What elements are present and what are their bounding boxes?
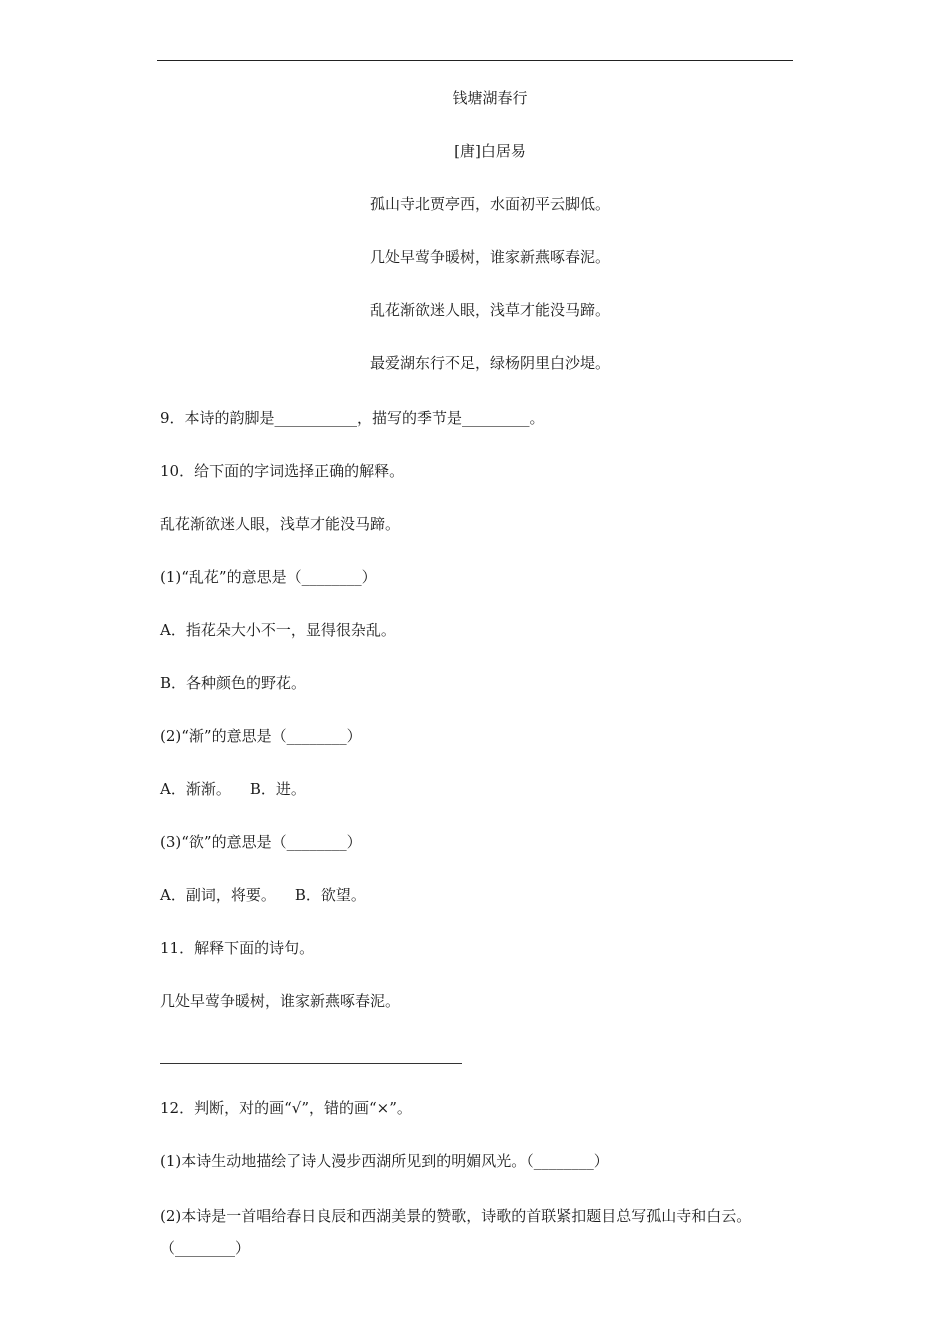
poem-line-1: 孤山寺北贾亭西，水面初平云脚低。	[369, 195, 610, 213]
question-10-sub-1: (1)“乱花”的意思是（________）	[160, 568, 377, 586]
question-10-sub-2-options: A．渐渐。 B．进。	[160, 780, 306, 798]
poem-author: [唐]白居易	[454, 142, 526, 160]
question-10-sub-1-option-a: A．指花朵大小不一，显得很杂乱。	[160, 621, 396, 639]
question-10-quote: 乱花渐欲迷人眼，浅草才能没马蹄。	[160, 515, 401, 533]
question-12-prompt: 12．判断，对的画“√”，错的画“×”。	[160, 1099, 412, 1117]
question-10-sub-3: (3)“欲”的意思是（________）	[160, 833, 362, 851]
poem-line-3: 乱花渐欲迷人眼，浅草才能没马蹄。	[369, 301, 610, 319]
question-12-sub-2: (2)本诗是一首唱给春日良辰和西湖美景的赞歌，诗歌的首联紧扣题目总写孤山寺和白云。（________）	[160, 1207, 752, 1257]
header-rule	[157, 60, 793, 61]
question-10-prompt: 10．给下面的字词选择正确的解释。	[160, 462, 405, 480]
poem-title: 钱塘湖春行	[452, 89, 528, 107]
question-10-sub-3-options: A．副词，将要。 B．欲望。	[160, 886, 366, 904]
question-10-sub-1-option-b: B．各种颜色的野花。	[160, 674, 307, 692]
question-9: 9．本诗的韵脚是___________，描写的季节是_________。	[160, 409, 545, 427]
question-10-sub-2: (2)“渐”的意思是（________）	[160, 727, 362, 745]
question-11-quote: 几处早莺争暖树，谁家新燕啄春泥。	[160, 992, 401, 1010]
answer-blank-line	[160, 1063, 462, 1064]
question-11-prompt: 11．解释下面的诗句。	[160, 939, 315, 957]
poem-line-4: 最爱湖东行不足，绿杨阴里白沙堤。	[369, 354, 610, 372]
poem-line-2: 几处早莺争暖树，谁家新燕啄春泥。	[369, 248, 610, 266]
question-12-sub-1: (1)本诗生动地描绘了诗人漫步西湖所见到的明媚风光。（________）	[160, 1152, 609, 1170]
